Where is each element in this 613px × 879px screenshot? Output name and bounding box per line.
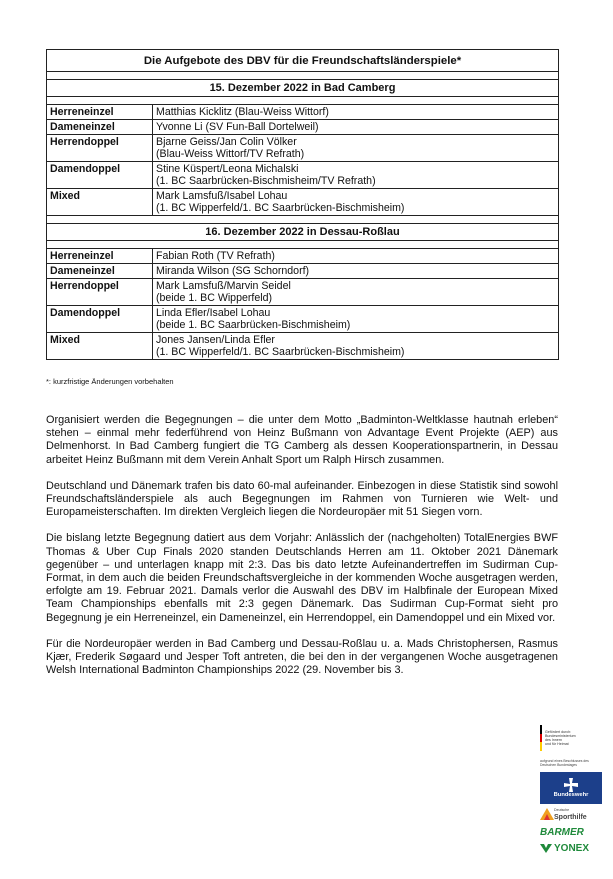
article-body [46,414,558,690]
bmi-line: Bundesministerium [545,733,576,738]
lineup-table [46,49,559,360]
players-cell [153,189,559,216]
players-cell [153,162,559,189]
category-cell: Dameneinzel [47,264,153,279]
table-spacer [47,216,559,224]
player-names: Mark Lamsfuß/Marvin Seidel [156,280,291,292]
sporthilfe-flame-icon [540,808,554,820]
players-cell [153,264,559,279]
bmi-line: und für Heimat [545,742,569,747]
category-cell: Mixed [47,333,153,360]
table-row [47,279,559,306]
player-names: Fabian Roth (TV Refrath) [156,250,275,262]
players-cell [153,279,559,306]
sporthilfe-logo [540,804,602,824]
player-clubs: (Blau-Weiss Wittorf/TV Refrath) [156,148,305,160]
yonex-mark-icon [540,844,552,853]
player-names: Linda Efler/Isabel Lohau [156,307,271,319]
bundeswehr-logo [540,772,602,804]
player-clubs: (1. BC Wipperfeld/1. BC Saarbrücken-Bischmisheim) [156,346,405,358]
yonex-logo [540,840,602,856]
table-row [47,333,559,360]
category-cell: Herrendoppel [47,279,153,306]
yonex-label: YONEX [554,842,590,854]
category-cell: Dameneinzel [47,120,153,135]
table-spacer [47,97,559,105]
players-cell [153,120,559,135]
category-cell: Damendoppel [47,162,153,189]
barmer-logo: BARMER [540,826,584,838]
player-names: Yvonne Li (SV Fun-Ball Dortelweil) [156,121,319,133]
paragraph: Für die Nordeuropäer werden in Bad Camberg und Dessau-Roßlau u. a. Mads Christophersen, Rasmus Kjær, Frederik Søgaard und Jesper Toft antreten, die bei den in der vergangenen Woche ausgetragenen Welsh International Badminton Championships 2022 (29. November bis 3. [46,637,558,677]
category-cell: Herrendoppel [47,135,153,162]
category-cell: Mixed [47,189,153,216]
player-names: Stine Küspert/Leona Michalski [156,163,299,175]
bmi-line: Gefördert durch: [545,729,572,734]
paragraph: Organisiert werden die Begegnungen – die unter dem Motto „Badminton-Weltklasse hautnah erleben“ stehen – einmal mehr federführend von Heinz Bußmann von Advantage Event Projekte (AEP) aus Delmenhorst. In Bad Camberg fungiert die TG Camberg als dessen Kooperationspartnerin, in Dessau arbeitet Heinz Bußmann mit dem Verein Anhalt Sport um Ralph Hirsch zusammen. [46,414,558,466]
paragraph: Die bislang letzte Begegnung datiert aus dem Vorjahr: Anlässlich der (nachgeholten) TotalEnergies BWF Thomas & Uber Cup Finals 2020 standen Deutschlands Herren am 11. Oktober 2021 Dänemark gegenüber – und unterlagen knapp mit 2:3. Das bis dato letzte Aufeinandertreffen im Sudirman Cup-Format, in dem auch die beiden Freundschaftsvergleiche in der kommenden Woche ausgetragen werden, erfolgte am 19. Februar 2021. Damals verlor die Auswahl des DBV im Halbfinale der European Mixed Team Championships ebenfalls mit 2:3 gegen Dänemark. Das Sudirman Cup-Format sieht pro Begegnung je ein Herreneinzel, ein Dameneinzel, ein Herrendoppel, ein Damendoppel und ein Mixed vor. [46,532,558,624]
category-cell: Herreneinzel [47,105,153,120]
player-clubs: (1. BC Saarbrücken-Bischmisheim/TV Refrath) [156,175,376,187]
player-clubs: (beide 1. BC Saarbrücken-Bischmisheim) [156,319,351,331]
table-row [47,105,559,120]
category-cell: Herreneinzel [47,249,153,264]
table-row [47,306,559,333]
players-cell [153,105,559,120]
bmi-logo [540,722,602,754]
table-row [47,120,559,135]
player-names: Jones Jansen/Linda Efler [156,334,275,346]
bmi-line: des Innern [545,738,562,742]
players-cell [153,306,559,333]
player-names: Bjarne Geiss/Jan Colin Völker [156,136,297,148]
german-flag-icon [540,725,542,751]
sponsor-logos [540,722,602,872]
table-row [47,264,559,279]
section-heading: 16. Dezember 2022 in Dessau-Roßlau [47,224,559,241]
section-heading: 15. Dezember 2022 in Bad Camberg [47,80,559,97]
iron-cross-icon [564,778,578,792]
sporthilfe-small-label: Deutsche [554,808,570,812]
bundeswehr-label: Bundeswehr [553,792,589,798]
table-title: Die Aufgebote des DBV für die Freundschaftsländerspiele* [47,50,559,72]
bundestag-note: aufgrund eines Beschlusses des Deutschen Bundestages [540,759,589,767]
table-row [47,162,559,189]
players-cell [153,135,559,162]
player-names: Matthias Kicklitz (Blau-Weiss Wittorf) [156,106,329,118]
table-row [47,135,559,162]
players-cell [153,249,559,264]
sporthilfe-label: Sporthilfe [554,814,587,821]
category-cell: Damendoppel [47,306,153,333]
table-spacer [47,241,559,249]
paragraph: Deutschland und Dänemark trafen bis dato 60-mal aufeinander. Einbezogen in diese Statistik sind sowohl Freundschaftsländerspiele als auch Begegnungen im Rahmen von Turnieren wie Welt- und Europameisterschaften. Im direkten Vergleich liegen die Nordeuropäer mit 51 Siegen vorn. [46,479,558,519]
player-names: Mark Lamsfuß/Isabel Lohau [156,190,288,202]
table-spacer [47,72,559,80]
players-cell [153,333,559,360]
table-row [47,249,559,264]
player-clubs: (beide 1. BC Wipperfeld) [156,292,272,304]
player-clubs: (1. BC Wipperfeld/1. BC Saarbrücken-Bischmisheim) [156,202,405,214]
footnote: *: kurzfristige Änderungen vorbehalten [46,377,174,386]
player-names: Miranda Wilson (SG Schorndorf) [156,265,310,277]
table-row [47,189,559,216]
